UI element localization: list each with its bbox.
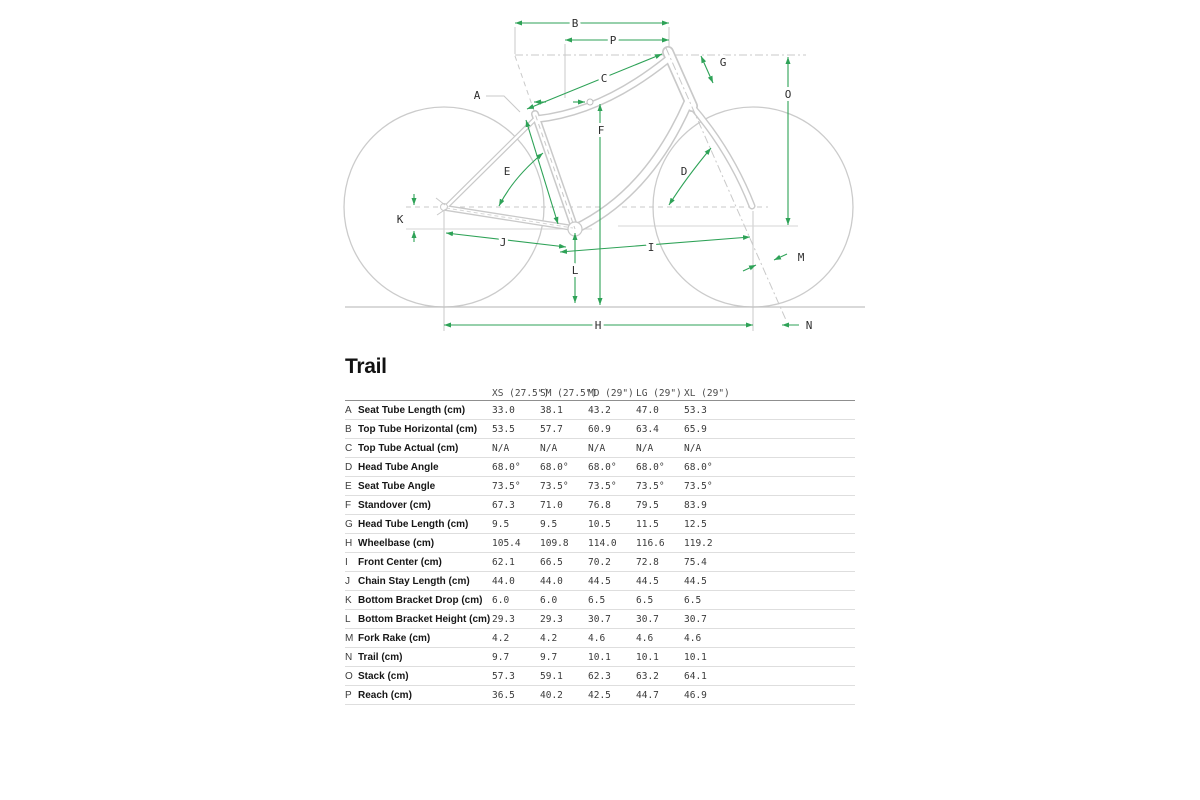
row-value: 62.3 (588, 670, 611, 682)
row-value: 10.5 (588, 518, 611, 530)
label-C: C (600, 72, 608, 85)
row-value: 67.3 (492, 499, 515, 511)
row-value: 65.9 (684, 423, 707, 435)
row-label: Top Tube Horizontal (cm) (358, 423, 478, 435)
row-letter: G (345, 518, 353, 530)
row-label: Wheelbase (cm) (358, 537, 435, 549)
label-L: L (571, 264, 579, 277)
row-value: 105.4 (492, 537, 521, 549)
row-value: 71.0 (540, 499, 563, 511)
row-value: 63.4 (636, 423, 659, 435)
row-label: Bottom Bracket Drop (cm) (358, 594, 483, 606)
row-letter: J (345, 575, 350, 587)
table-row (345, 610, 855, 629)
label-K: K (396, 213, 404, 226)
dim-M-right (774, 254, 787, 260)
table-row (345, 458, 855, 477)
row-value: 114.0 (588, 537, 617, 549)
row-label: Reach (cm) (358, 689, 412, 701)
row-value: 42.5 (588, 689, 611, 701)
row-letter: I (345, 556, 348, 568)
table-row (345, 686, 855, 705)
dim-D-arc (669, 148, 711, 205)
row-value: 38.1 (540, 404, 563, 416)
row-letter: N (345, 651, 353, 663)
row-value: 68.0° (684, 461, 713, 473)
row-value: N/A (540, 442, 558, 454)
row-value: 73.5° (588, 480, 617, 492)
row-value: 9.7 (540, 651, 558, 663)
table-row (345, 515, 855, 534)
row-value: 9.5 (540, 518, 558, 530)
table-row (345, 553, 855, 572)
dim-G (701, 56, 713, 83)
row-value: 44.0 (540, 575, 563, 587)
row-letter: B (345, 423, 352, 435)
row-value: 73.5° (492, 480, 521, 492)
label-B: B (571, 17, 579, 30)
geometry-table (345, 401, 855, 705)
row-value: N/A (588, 442, 606, 454)
row-value: 44.5 (636, 575, 659, 587)
row-value: 68.0° (540, 461, 569, 473)
table-row (345, 572, 855, 591)
row-value: 63.2 (636, 670, 659, 682)
row-value: N/A (492, 442, 510, 454)
row-value: 66.5 (540, 556, 563, 568)
row-value: 9.7 (492, 651, 510, 663)
row-value: 10.1 (636, 651, 659, 663)
row-label: Top Tube Actual (cm) (358, 442, 459, 454)
table-row (345, 629, 855, 648)
row-value: 40.2 (540, 689, 563, 701)
row-value: 10.1 (684, 651, 707, 663)
row-label: Standover (cm) (358, 499, 431, 511)
dim-I (560, 237, 750, 252)
label-M: M (797, 251, 805, 264)
row-letter: E (345, 480, 352, 492)
row-value: 43.2 (588, 404, 611, 416)
column-header: LG (29") (636, 387, 682, 399)
row-value: 64.1 (684, 670, 707, 682)
dim-E-arc (499, 153, 543, 206)
geometry-sheet (345, 357, 855, 705)
column-header: XL (29") (684, 387, 730, 399)
table-row (345, 591, 855, 610)
table-row (345, 648, 855, 667)
column-header: SM (27.5") (540, 387, 598, 399)
seat-tube-axis (515, 56, 575, 229)
label-I: I (647, 241, 655, 254)
label-J: J (499, 236, 507, 249)
label-P: P (609, 34, 617, 47)
row-value: 30.7 (636, 613, 659, 625)
row-value: 75.4 (684, 556, 707, 568)
column-header: XS (27.5") (492, 387, 550, 399)
row-value: 11.5 (636, 518, 659, 530)
row-value: 44.7 (636, 689, 659, 701)
row-label: Stack (cm) (358, 670, 409, 682)
row-value: 10.1 (588, 651, 611, 663)
row-value: 73.5° (684, 480, 713, 492)
row-value: 68.0° (636, 461, 665, 473)
row-value: 6.0 (492, 594, 510, 606)
row-label: Front Center (cm) (358, 556, 442, 568)
row-value: 6.0 (540, 594, 558, 606)
row-value: 44.5 (684, 575, 707, 587)
row-value: 68.0° (588, 461, 617, 473)
row-value: 73.5° (540, 480, 569, 492)
row-value: N/A (636, 442, 654, 454)
row-value: 9.5 (492, 518, 510, 530)
row-value: 36.5 (492, 689, 515, 701)
row-value: 68.0° (492, 461, 521, 473)
row-letter: K (345, 594, 352, 606)
label-F: F (597, 124, 605, 137)
row-value: 44.0 (492, 575, 515, 587)
row-value: 60.9 (588, 423, 611, 435)
label-H: H (594, 319, 602, 332)
row-value: 73.5° (636, 480, 665, 492)
dimension-labels (397, 17, 813, 332)
row-letter: F (345, 499, 352, 511)
table-row (345, 667, 855, 686)
row-label: Seat Tube Angle (358, 480, 436, 492)
bike-frame (436, 52, 752, 236)
row-value: 4.6 (636, 632, 654, 644)
row-value: 109.8 (540, 537, 569, 549)
row-value: 79.5 (636, 499, 659, 511)
row-value: 6.5 (588, 594, 606, 606)
row-label: Fork Rake (cm) (358, 632, 431, 644)
row-letter: P (345, 689, 352, 701)
row-letter: O (345, 670, 353, 682)
column-header: MD (29") (588, 387, 634, 399)
row-letter: C (345, 442, 353, 454)
row-value: 76.8 (588, 499, 611, 511)
dim-M-left (743, 265, 756, 271)
row-value: 29.3 (492, 613, 515, 625)
row-value: 6.5 (636, 594, 654, 606)
row-value: 119.2 (684, 537, 713, 549)
row-label: Head Tube Angle (358, 461, 439, 473)
row-value: 57.3 (492, 670, 515, 682)
row-value: 29.3 (540, 613, 563, 625)
table-row (345, 477, 855, 496)
row-value: 53.3 (684, 404, 707, 416)
table-row (345, 420, 855, 439)
row-label: Trail (cm) (358, 651, 403, 663)
row-value: 30.7 (588, 613, 611, 625)
label-O: O (784, 88, 792, 101)
label-G: G (719, 56, 727, 69)
row-value: 4.6 (588, 632, 606, 644)
row-value: 33.0 (492, 404, 515, 416)
row-value: 6.5 (684, 594, 702, 606)
page-title: Trail (345, 355, 387, 378)
table-row (345, 496, 855, 515)
top-tube (537, 60, 667, 119)
row-label: Head Tube Length (cm) (358, 518, 469, 530)
row-value: 47.0 (636, 404, 659, 416)
axis-lines (446, 48, 786, 320)
table-row (345, 534, 855, 553)
label-D: D (680, 165, 688, 178)
top-tube-marker (587, 99, 593, 105)
row-value: 4.6 (684, 632, 702, 644)
row-label: Seat Tube Length (cm) (358, 404, 466, 416)
row-letter: A (345, 404, 352, 416)
row-value: 53.5 (492, 423, 515, 435)
row-value: 72.8 (636, 556, 659, 568)
label-a-leader (486, 96, 520, 112)
row-value: 59.1 (540, 670, 563, 682)
row-label: Chain Stay Length (cm) (358, 575, 470, 587)
row-value: 4.2 (540, 632, 558, 644)
row-value: N/A (684, 442, 702, 454)
label-A: A (473, 89, 481, 102)
row-letter: H (345, 537, 353, 549)
row-value: 46.9 (684, 689, 707, 701)
table-row (345, 439, 855, 458)
down-tube (575, 103, 688, 229)
row-letter: L (345, 613, 351, 625)
table-row (345, 401, 855, 420)
row-value: 70.2 (588, 556, 611, 568)
row-value: 30.7 (684, 613, 707, 625)
row-value: 116.6 (636, 537, 665, 549)
table-header (345, 386, 855, 401)
label-E: E (503, 165, 511, 178)
geometry-diagram (0, 0, 1200, 352)
row-value: 4.2 (492, 632, 510, 644)
row-value: 57.7 (540, 423, 563, 435)
row-value: 62.1 (492, 556, 515, 568)
row-label: Bottom Bracket Height (cm) (358, 613, 491, 625)
row-value: 44.5 (588, 575, 611, 587)
row-letter: D (345, 461, 353, 473)
row-value: 12.5 (684, 518, 707, 530)
fork (690, 104, 752, 206)
row-value: 83.9 (684, 499, 707, 511)
label-N: N (805, 319, 813, 332)
row-letter: M (345, 632, 354, 644)
